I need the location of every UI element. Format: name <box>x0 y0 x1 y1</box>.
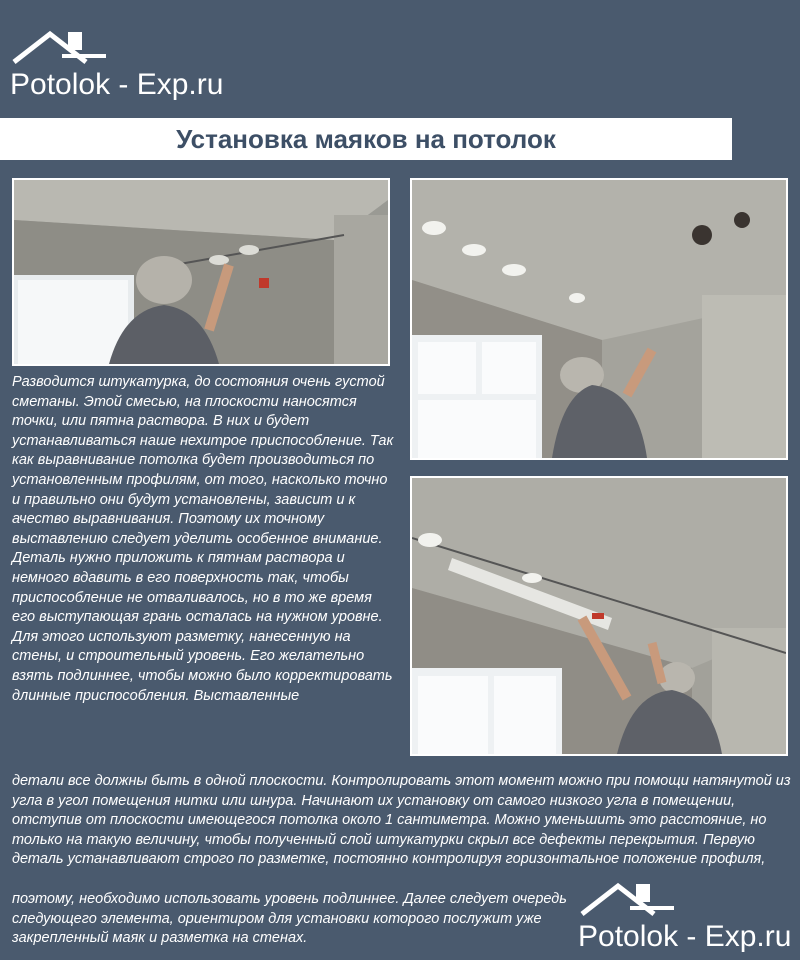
article-text-bottom: поэтому, необходимо использовать уровень подлиннее. Далее следует очередь следующего элемента, ориентиром для установки которого послужит уже закрепленный маяк и разметка на стенах. <box>12 891 567 947</box>
photo-worker-holding-level-at-ceiling <box>410 476 788 756</box>
house-roof-icon <box>578 880 678 920</box>
site-name-footer: Potolok - Exp.ru <box>578 920 792 953</box>
article-text-wide: детали все должны быть в одной плоскости. Контролировать этот момент можно при помощи натянутой из угла в угол помещения нитки или шнура. Начинают их установку от самого низкого угла в помещении, отступив от плоскости имеющегося потолка около 1 сантиметра. Можно уменьшить это расстояние, но только на такую величину, чтобы полученный слой штукатурки скрыл все дефекты перекрытия. Первую деталь устанавливают строго по разметке, постоянно контролируя горизонтальное положение профиля, <box>12 773 791 868</box>
site-logo[interactable] <box>10 28 223 100</box>
article-text-column: Разводится штукатурка, до состояния очень густой сметаны. Этой смесью, на плоскости наносятся точки, или пятна раствора. В них и будет устанавливаться наше нехитрое приспособление. Так как выравнивание потолка будет производиться по установленным профилям, от того, насколько точно и правильно они будут установлены, зависит и к ачество выравнивания. Поэтому их точному выставлению следует уделить особенное внимание. Деталь нужно приложить к пятнам раствора и немного вдавить в его поверхность так, чтобы приспособление не отваливалось, но в то же время его выступающая грань осталась на нужном уровне. Для этого используют разметку, нанесенную на стены, и строительный уровень. Его желательно взять подлиннее, чтобы можно было корректировать длинные приспособления. Выставленные <box>12 374 394 704</box>
photo-worker-applying-plaster-spots <box>12 178 390 366</box>
title-bar <box>0 118 732 160</box>
photo-worker-plastering-ceiling-corner <box>410 178 788 460</box>
page-title: Установка маяков на потолок <box>176 123 556 154</box>
site-name: Potolok - Exp.ru <box>10 68 224 101</box>
site-logo-footer[interactable] <box>578 880 791 952</box>
house-roof-icon <box>10 28 110 68</box>
